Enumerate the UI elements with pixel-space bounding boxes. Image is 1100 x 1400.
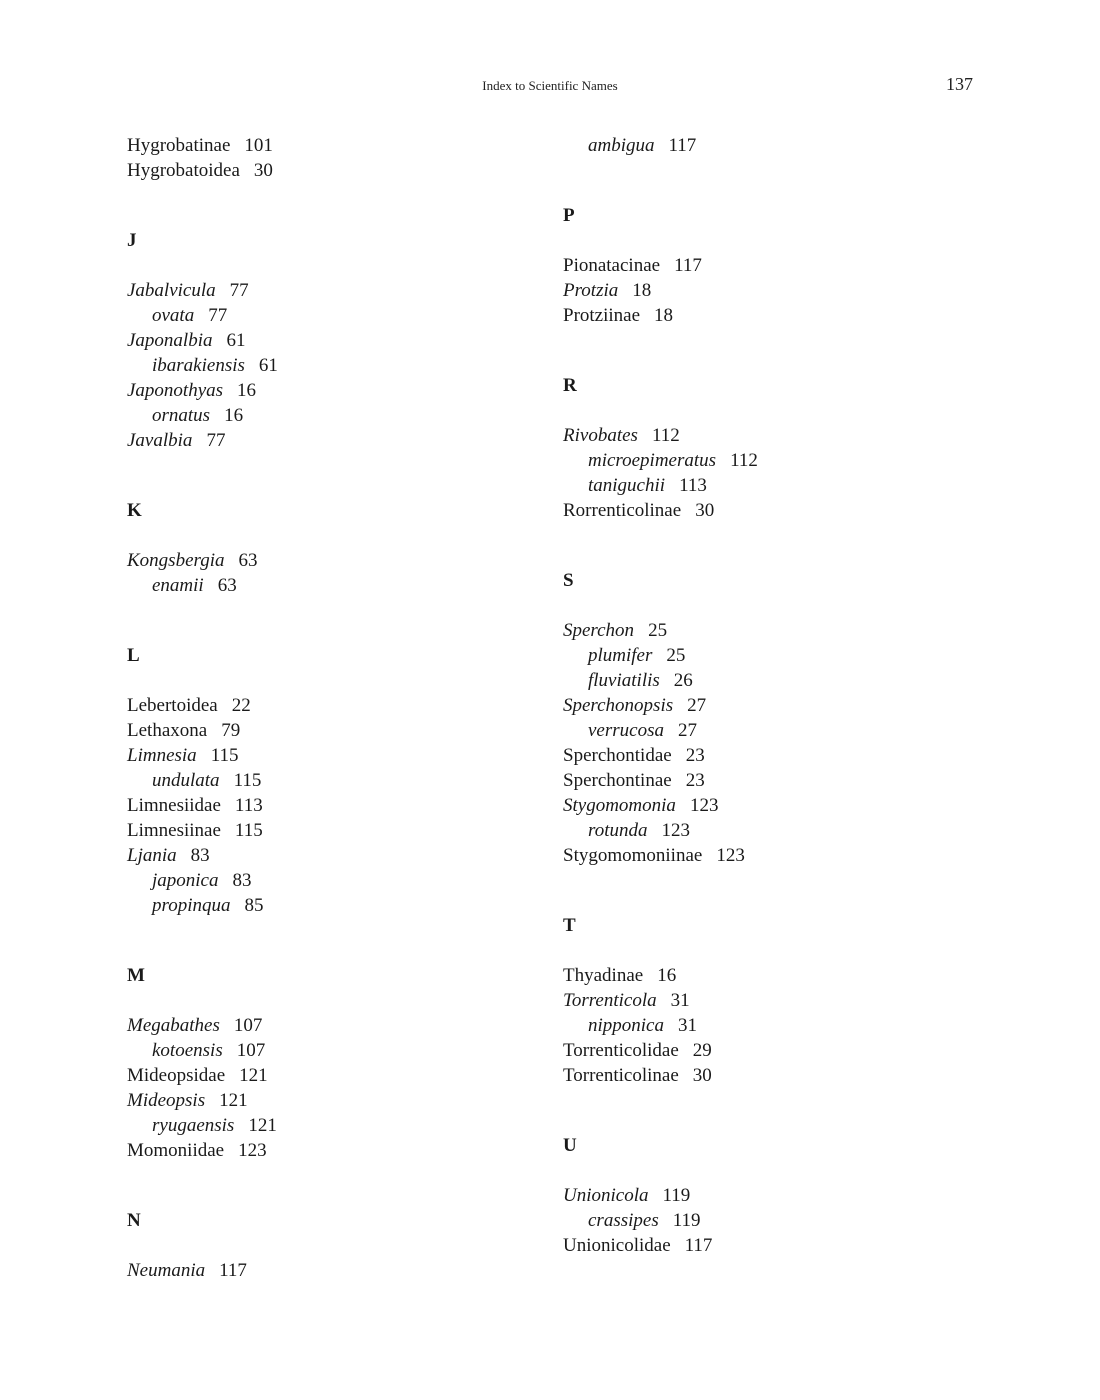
page-reference: 77 xyxy=(206,430,226,451)
section-letter-heading: M xyxy=(127,965,145,986)
page-reference: 31 xyxy=(678,1015,697,1036)
page-reference: 121 xyxy=(239,1065,268,1086)
page-reference: 83 xyxy=(190,845,210,866)
page-reference: 77 xyxy=(208,305,228,326)
index-entry xyxy=(563,743,983,768)
section-spacer xyxy=(127,668,547,693)
index-entry xyxy=(127,133,547,158)
index-subentry xyxy=(127,573,547,598)
running-head-title: Index to Scientific Names xyxy=(482,78,618,93)
index-entry xyxy=(127,843,547,868)
section-spacer xyxy=(127,598,547,643)
section-spacer xyxy=(127,918,547,963)
section-spacer xyxy=(563,938,983,963)
page-reference: 61 xyxy=(226,330,246,351)
taxon-name: Pionatacinae xyxy=(563,255,661,276)
page-reference: 117 xyxy=(684,1235,713,1256)
taxon-name: ryugaensis xyxy=(152,1115,235,1136)
taxon-name: fluviatilis xyxy=(588,670,660,691)
taxon-name: Protzia xyxy=(563,280,619,301)
taxon-name: verrucosa xyxy=(588,720,664,741)
section-spacer xyxy=(127,1233,547,1258)
index-entry xyxy=(127,693,547,718)
index-entry xyxy=(127,328,547,353)
section-letter-heading: P xyxy=(563,205,575,226)
page-reference: 77 xyxy=(229,280,249,301)
taxon-name: ambigua xyxy=(588,135,655,156)
taxon-name: Mideopsidae xyxy=(127,1065,226,1086)
section-spacer xyxy=(563,593,983,618)
taxon-name: Jabalvicula xyxy=(127,280,216,301)
section-spacer xyxy=(563,328,983,373)
page-reference: 18 xyxy=(632,280,652,301)
section-letter-heading: T xyxy=(563,915,576,936)
page-reference: 117 xyxy=(674,255,702,276)
index-section-m xyxy=(127,918,547,1163)
page-reference: 119 xyxy=(672,1210,701,1231)
index-entry xyxy=(127,1013,547,1038)
section-spacer xyxy=(127,523,547,548)
page-reference: 121 xyxy=(219,1090,248,1111)
page-reference: 107 xyxy=(236,1040,266,1061)
index-subentry xyxy=(127,403,547,428)
page-reference: 112 xyxy=(651,425,680,446)
page-reference: 30 xyxy=(695,500,715,521)
page-reference: 16 xyxy=(237,380,257,401)
index-section-p xyxy=(563,158,983,328)
index-subentry xyxy=(127,303,547,328)
index-entry xyxy=(563,768,983,793)
section-spacer xyxy=(563,1158,983,1183)
page-reference: 31 xyxy=(670,990,690,1011)
index-entry xyxy=(563,963,983,988)
page-reference: 115 xyxy=(234,820,263,841)
index-subentry xyxy=(563,448,983,473)
page-reference: 123 xyxy=(661,820,690,841)
page-number: 137 xyxy=(946,74,973,94)
page-reference: 27 xyxy=(687,695,707,716)
page-reference: 115 xyxy=(233,770,262,791)
index-subentry xyxy=(563,1013,983,1038)
index-entry xyxy=(127,1138,547,1163)
page-reference: 113 xyxy=(234,795,263,816)
page-reference: 119 xyxy=(662,1185,691,1206)
index-section-k xyxy=(127,453,547,598)
index-entry xyxy=(563,498,983,523)
taxon-name: Unionicolidae xyxy=(563,1235,671,1256)
taxon-name: crassipes xyxy=(588,1210,659,1231)
taxon-name: Neumania xyxy=(127,1260,206,1281)
taxon-name: Limnesiinae xyxy=(127,820,221,841)
page-reference: 101 xyxy=(244,135,273,156)
index-subentry xyxy=(563,1208,983,1233)
index-subentry xyxy=(563,718,983,743)
page-reference: 30 xyxy=(253,160,273,181)
section-spacer xyxy=(563,1088,983,1133)
page-reference: 26 xyxy=(673,670,693,691)
page-reference: 117 xyxy=(668,135,697,156)
section-letter-heading: K xyxy=(127,500,142,521)
page-reference: 29 xyxy=(692,1040,712,1061)
index-section-r xyxy=(563,328,983,523)
page-reference: 123 xyxy=(238,1140,267,1161)
page-reference: 115 xyxy=(210,745,239,766)
index-entry xyxy=(127,1258,547,1283)
section-letter-heading: L xyxy=(127,645,140,666)
taxon-name: Megabathes xyxy=(127,1015,220,1036)
index-subentry xyxy=(563,668,983,693)
taxon-name: Torrenticolidae xyxy=(563,1040,679,1061)
page-reference: 117 xyxy=(219,1260,247,1281)
taxon-name: ibarakiensis xyxy=(152,355,245,376)
index-entry xyxy=(563,793,983,818)
section-spacer xyxy=(127,253,547,278)
index-section-u xyxy=(563,1088,983,1258)
page-reference: 18 xyxy=(654,305,674,326)
index-subentry xyxy=(127,353,547,378)
index-entry xyxy=(563,1063,983,1088)
index-entry xyxy=(127,378,547,403)
index-entry xyxy=(563,253,983,278)
index-subentry xyxy=(563,473,983,498)
index-entry xyxy=(563,1233,983,1258)
taxon-name: Japonothyas xyxy=(127,380,224,401)
page-reference: 113 xyxy=(679,475,707,496)
taxon-name: propinqua xyxy=(152,895,231,916)
section-spacer xyxy=(563,398,983,423)
taxon-name: Thyadinae xyxy=(563,965,644,986)
index-entry xyxy=(563,278,983,303)
taxon-name: Sperchontidae xyxy=(563,745,672,766)
page-reference: 16 xyxy=(224,405,244,426)
page-reference: 25 xyxy=(666,645,686,666)
section-letter-heading: N xyxy=(127,1210,141,1231)
page-reference: 61 xyxy=(258,355,278,376)
index-entry xyxy=(563,1183,983,1208)
page-reference: 30 xyxy=(692,1065,712,1086)
taxon-name: Lebertoidea xyxy=(127,695,218,716)
index-section-j xyxy=(127,183,547,453)
index-section-continued xyxy=(127,133,547,183)
taxon-name: enamii xyxy=(152,575,204,596)
index-subentry xyxy=(127,1113,547,1138)
taxon-name: Unionicola xyxy=(563,1185,649,1206)
index-column-left xyxy=(127,133,547,1283)
taxon-name: Momoniidae xyxy=(127,1140,225,1161)
taxon-name: undulata xyxy=(152,770,220,791)
index-entry xyxy=(563,618,983,643)
taxon-name: Mideopsis xyxy=(127,1090,206,1111)
taxon-name: microepimeratus xyxy=(588,450,717,471)
index-entry xyxy=(127,278,547,303)
taxon-name: Kongsbergia xyxy=(127,550,225,571)
taxon-name: Sperchon xyxy=(563,620,635,641)
taxon-name: Hygrobatoidea xyxy=(127,160,240,181)
taxon-name: Stygomomonia xyxy=(563,795,676,816)
page-reference: 79 xyxy=(221,720,241,741)
page-reference: 112 xyxy=(730,450,758,471)
section-letter-heading: S xyxy=(563,570,574,591)
index-entry xyxy=(127,793,547,818)
taxon-name: taniguchii xyxy=(588,475,666,496)
taxon-name: Torrenticola xyxy=(563,990,657,1011)
page-reference: 23 xyxy=(685,745,705,766)
index-section-continued xyxy=(563,133,983,158)
taxon-name: Protziinae xyxy=(563,305,641,326)
section-spacer xyxy=(563,228,983,253)
index-column-right xyxy=(563,133,983,1258)
index-section-n xyxy=(127,1163,547,1283)
taxon-name: Rorrenticolinae xyxy=(563,500,682,521)
section-spacer xyxy=(563,523,983,568)
page-reference: 27 xyxy=(677,720,697,741)
index-entry xyxy=(563,843,983,868)
section-spacer xyxy=(563,158,983,203)
page-reference: 22 xyxy=(231,695,251,716)
index-entry xyxy=(127,548,547,573)
taxon-name: japonica xyxy=(152,870,219,891)
taxon-name: nipponica xyxy=(588,1015,664,1036)
taxon-name: Sperchontinae xyxy=(563,770,672,791)
index-entry xyxy=(127,428,547,453)
taxon-name: Limnesiidae xyxy=(127,795,221,816)
page-reference: 25 xyxy=(648,620,668,641)
taxon-name: Sperchonopsis xyxy=(563,695,674,716)
index-subentry xyxy=(127,1038,547,1063)
taxon-name: plumifer xyxy=(588,645,653,666)
taxon-name: kotoensis xyxy=(152,1040,223,1061)
taxon-name: Japonalbia xyxy=(127,330,213,351)
index-subentry xyxy=(127,893,547,918)
section-letter-heading: R xyxy=(563,375,577,396)
taxon-name: Limnesia xyxy=(127,745,197,766)
page-reference: 123 xyxy=(716,845,745,866)
section-spacer xyxy=(127,453,547,498)
page-reference: 23 xyxy=(685,770,705,791)
taxon-name: Ljania xyxy=(127,845,177,866)
page-reference: 16 xyxy=(657,965,677,986)
index-entry xyxy=(563,303,983,328)
index-subentry xyxy=(127,768,547,793)
index-entry xyxy=(127,718,547,743)
index-entry xyxy=(563,1038,983,1063)
taxon-name: Lethaxona xyxy=(127,720,208,741)
index-subentry xyxy=(563,818,983,843)
taxon-name: Rivobates xyxy=(563,425,638,446)
page-reference: 107 xyxy=(233,1015,263,1036)
index-section-l xyxy=(127,598,547,918)
section-spacer xyxy=(127,1163,547,1208)
index-section-t xyxy=(563,868,983,1088)
section-spacer xyxy=(563,868,983,913)
page-reference: 121 xyxy=(248,1115,277,1136)
index-entry xyxy=(563,693,983,718)
taxon-name: Stygomomoniinae xyxy=(563,845,703,866)
index-entry xyxy=(127,158,547,183)
page-reference: 63 xyxy=(217,575,237,596)
index-entry xyxy=(127,743,547,768)
taxon-name: Javalbia xyxy=(127,430,193,451)
section-spacer xyxy=(127,183,547,228)
index-entry xyxy=(127,1088,547,1113)
index-entry xyxy=(563,423,983,448)
page-reference: 63 xyxy=(238,550,258,571)
section-letter-heading: U xyxy=(563,1135,577,1156)
index-entry xyxy=(127,1063,547,1088)
section-spacer xyxy=(127,988,547,1013)
index-subentry xyxy=(563,133,983,158)
taxon-name: Torrenticolinae xyxy=(563,1065,679,1086)
taxon-name: ovata xyxy=(152,305,195,326)
page-reference: 123 xyxy=(689,795,719,816)
page-reference: 83 xyxy=(232,870,252,891)
taxon-name: ornatus xyxy=(152,405,211,426)
index-entry xyxy=(127,818,547,843)
section-letter-heading: J xyxy=(127,230,137,251)
page-reference: 85 xyxy=(244,895,264,916)
index-subentry xyxy=(127,868,547,893)
index-section-s xyxy=(563,523,983,868)
taxon-name: rotunda xyxy=(588,820,648,841)
index-subentry xyxy=(563,643,983,668)
index-entry xyxy=(563,988,983,1013)
taxon-name: Hygrobatinae xyxy=(127,135,231,156)
